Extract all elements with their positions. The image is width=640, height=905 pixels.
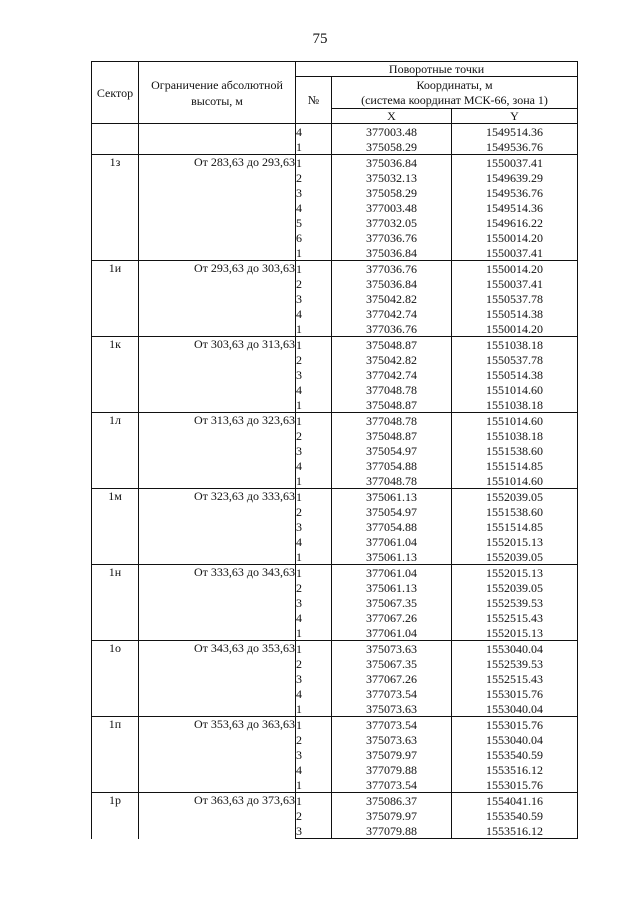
table-row <box>92 337 578 353</box>
y-coordinate-cell: 1552015.13 <box>452 565 578 581</box>
point-number-cell: 3 <box>296 595 332 610</box>
y-coordinate-cell: 1549616.22 <box>452 215 578 230</box>
x-coordinate-cell: 375048.87 <box>332 337 452 353</box>
point-number-cell: 3 <box>296 443 332 458</box>
point-number-cell: 1 <box>296 777 332 793</box>
y-coordinate-cell: 1551014.60 <box>452 413 578 429</box>
y-coordinate-cell: 1550037.41 <box>452 276 578 291</box>
point-number-cell: 2 <box>296 808 332 823</box>
point-number-cell: 1 <box>296 549 332 565</box>
y-coordinate-cell: 1551038.18 <box>452 397 578 413</box>
sector-cell: 1з <box>92 155 139 261</box>
x-coordinate-cell: 375079.97 <box>332 747 452 762</box>
sector-cell: 1л <box>92 413 139 489</box>
point-number-cell: 2 <box>296 276 332 291</box>
limit-cell <box>139 124 296 155</box>
y-coordinate-cell: 1551514.85 <box>452 458 578 473</box>
point-number-cell: 1 <box>296 155 332 171</box>
x-coordinate-cell: 375061.13 <box>332 549 452 565</box>
y-coordinate-cell: 1550014.20 <box>452 261 578 277</box>
sector-cell: 1м <box>92 489 139 565</box>
point-number-cell: 2 <box>296 428 332 443</box>
x-coordinate-cell: 375042.82 <box>332 352 452 367</box>
x-coordinate-cell: 377061.04 <box>332 534 452 549</box>
x-coordinate-cell: 375079.97 <box>332 808 452 823</box>
table-header <box>92 62 578 124</box>
y-coordinate-cell: 1553540.59 <box>452 747 578 762</box>
point-number-cell: 2 <box>296 580 332 595</box>
x-coordinate-cell: 377036.76 <box>332 261 452 277</box>
turning-points-header: Поворотные точки <box>296 62 578 77</box>
x-coordinate-cell: 377036.76 <box>332 321 452 337</box>
x-coordinate-cell: 375036.84 <box>332 155 452 171</box>
sector-cell: 1о <box>92 641 139 717</box>
limit-cell: От 323,63 до 333,63 <box>139 489 296 565</box>
x-coordinate-cell: 375067.35 <box>332 656 452 671</box>
y-coordinate-cell: 1550514.38 <box>452 367 578 382</box>
limit-cell: От 363,63 до 373,63 <box>139 793 296 839</box>
coordinates-header-line2: (система координат МСК-66, зона 1) <box>361 92 548 107</box>
y-coordinate-cell: 1552539.53 <box>452 656 578 671</box>
limit-cell: От 343,63 до 353,63 <box>139 641 296 717</box>
x-coordinate-cell: 375048.87 <box>332 428 452 443</box>
limit-cell: От 283,63 до 293,63 <box>139 155 296 261</box>
x-coordinate-cell: 375067.35 <box>332 595 452 610</box>
x-coordinate-cell: 375042.82 <box>332 291 452 306</box>
point-number-cell: 4 <box>296 382 332 397</box>
coordinates-header <box>332 77 578 109</box>
y-coordinate-cell: 1551014.60 <box>452 473 578 489</box>
limit-header: Ограничение абсолютной высоты, м <box>139 62 296 124</box>
y-coordinate-cell: 1554041.16 <box>452 793 578 809</box>
x-coordinate-cell: 377067.26 <box>332 671 452 686</box>
y-header: Y <box>452 109 578 124</box>
limit-cell: От 293,63 до 303,63 <box>139 261 296 337</box>
point-number-cell: 3 <box>296 367 332 382</box>
point-number-cell: 1 <box>296 397 332 413</box>
y-coordinate-cell: 1551038.18 <box>452 428 578 443</box>
y-coordinate-cell: 1553516.12 <box>452 823 578 839</box>
x-coordinate-cell: 377054.88 <box>332 458 452 473</box>
table-body <box>92 124 578 839</box>
point-number-cell: 2 <box>296 170 332 185</box>
point-number-cell: 4 <box>296 610 332 625</box>
y-coordinate-cell: 1553040.04 <box>452 641 578 657</box>
point-number-cell: 1 <box>296 489 332 505</box>
x-header: X <box>332 109 452 124</box>
y-coordinate-cell: 1552515.43 <box>452 610 578 625</box>
y-coordinate-cell: 1551038.18 <box>452 337 578 353</box>
point-number-cell: 3 <box>296 671 332 686</box>
point-number-cell: 1 <box>296 337 332 353</box>
point-number-cell: 3 <box>296 823 332 839</box>
point-number-cell: 1 <box>296 717 332 733</box>
y-coordinate-cell: 1553015.76 <box>452 717 578 733</box>
point-number-cell: 1 <box>296 139 332 155</box>
point-number-cell: 1 <box>296 625 332 641</box>
x-coordinate-cell: 377061.04 <box>332 565 452 581</box>
y-coordinate-cell: 1552539.53 <box>452 595 578 610</box>
x-coordinate-cell: 377048.78 <box>332 413 452 429</box>
limit-cell: От 353,63 до 363,63 <box>139 717 296 793</box>
sector-cell <box>92 124 139 155</box>
x-coordinate-cell: 377048.78 <box>332 473 452 489</box>
point-number-cell: 6 <box>296 230 332 245</box>
limit-cell: От 313,63 до 323,63 <box>139 413 296 489</box>
table-row <box>92 793 578 809</box>
x-coordinate-cell: 377079.88 <box>332 823 452 839</box>
y-coordinate-cell: 1552039.05 <box>452 489 578 505</box>
sector-header: Сектор <box>92 62 139 124</box>
x-coordinate-cell: 375086.37 <box>332 793 452 809</box>
point-number-cell: 1 <box>296 793 332 809</box>
y-coordinate-cell: 1550014.20 <box>452 321 578 337</box>
x-coordinate-cell: 375073.63 <box>332 701 452 717</box>
point-number-cell: 4 <box>296 686 332 701</box>
point-number-cell: 2 <box>296 732 332 747</box>
x-coordinate-cell: 375058.29 <box>332 139 452 155</box>
x-coordinate-cell: 375058.29 <box>332 185 452 200</box>
x-coordinate-cell: 375048.87 <box>332 397 452 413</box>
x-coordinate-cell: 377073.54 <box>332 777 452 793</box>
point-number-cell: 4 <box>296 124 332 140</box>
x-coordinate-cell: 377073.54 <box>332 686 452 701</box>
y-coordinate-cell: 1551014.60 <box>452 382 578 397</box>
y-coordinate-cell: 1550537.78 <box>452 291 578 306</box>
x-coordinate-cell: 377003.48 <box>332 200 452 215</box>
y-coordinate-cell: 1552039.05 <box>452 580 578 595</box>
table-row <box>92 489 578 505</box>
point-number-cell: 4 <box>296 200 332 215</box>
x-coordinate-cell: 375061.13 <box>332 489 452 505</box>
x-coordinate-cell: 375032.13 <box>332 170 452 185</box>
y-coordinate-cell: 1552015.13 <box>452 625 578 641</box>
x-coordinate-cell: 377036.76 <box>332 230 452 245</box>
y-coordinate-cell: 1549514.36 <box>452 124 578 140</box>
y-coordinate-cell: 1550537.78 <box>452 352 578 367</box>
y-coordinate-cell: 1551538.60 <box>452 443 578 458</box>
y-coordinate-cell: 1552015.13 <box>452 534 578 549</box>
point-number-cell: 3 <box>296 291 332 306</box>
x-coordinate-cell: 377042.74 <box>332 367 452 382</box>
sector-cell: 1п <box>92 717 139 793</box>
table-row <box>92 413 578 429</box>
x-coordinate-cell: 375036.84 <box>332 245 452 261</box>
table-row <box>92 261 578 277</box>
y-coordinate-cell: 1553516.12 <box>452 762 578 777</box>
sector-cell: 1к <box>92 337 139 413</box>
point-number-cell: 1 <box>296 321 332 337</box>
y-coordinate-cell: 1551538.60 <box>452 504 578 519</box>
y-coordinate-cell: 1553040.04 <box>452 701 578 717</box>
sector-cell: 1н <box>92 565 139 641</box>
point-number-cell: 1 <box>296 261 332 277</box>
coordinates-table <box>91 61 578 839</box>
y-coordinate-cell: 1550014.20 <box>452 230 578 245</box>
point-number-cell: 4 <box>296 534 332 549</box>
y-coordinate-cell: 1550037.41 <box>452 155 578 171</box>
x-coordinate-cell: 375073.63 <box>332 641 452 657</box>
y-coordinate-cell: 1552039.05 <box>452 549 578 565</box>
limit-cell: От 333,63 до 343,63 <box>139 565 296 641</box>
point-number-cell: 1 <box>296 641 332 657</box>
y-coordinate-cell: 1553040.04 <box>452 732 578 747</box>
point-number-cell: 2 <box>296 504 332 519</box>
x-coordinate-cell: 377032.05 <box>332 215 452 230</box>
point-number-cell: 2 <box>296 352 332 367</box>
x-coordinate-cell: 377003.48 <box>332 124 452 140</box>
y-coordinate-cell: 1549536.76 <box>452 139 578 155</box>
y-coordinate-cell: 1551514.85 <box>452 519 578 534</box>
x-coordinate-cell: 375073.63 <box>332 732 452 747</box>
x-coordinate-cell: 377061.04 <box>332 625 452 641</box>
y-coordinate-cell: 1552515.43 <box>452 671 578 686</box>
point-number-cell: 1 <box>296 701 332 717</box>
table-row <box>92 124 578 140</box>
point-number-cell: 1 <box>296 473 332 489</box>
point-number-cell: 2 <box>296 656 332 671</box>
point-number-cell: 5 <box>296 215 332 230</box>
point-number-cell: 1 <box>296 245 332 261</box>
point-number-cell: 4 <box>296 306 332 321</box>
table-row <box>92 717 578 733</box>
x-coordinate-cell: 377054.88 <box>332 519 452 534</box>
x-coordinate-cell: 375036.84 <box>332 276 452 291</box>
table-row <box>92 565 578 581</box>
x-coordinate-cell: 375054.97 <box>332 443 452 458</box>
sector-cell: 1р <box>92 793 139 839</box>
limit-cell: От 303,63 до 313,63 <box>139 337 296 413</box>
x-coordinate-cell: 377048.78 <box>332 382 452 397</box>
y-coordinate-cell: 1549639.29 <box>452 170 578 185</box>
sector-cell: 1и <box>92 261 139 337</box>
point-number-cell: 4 <box>296 458 332 473</box>
table-row <box>92 155 578 171</box>
number-header: № <box>296 77 332 124</box>
y-coordinate-cell: 1550514.38 <box>452 306 578 321</box>
point-number-cell: 1 <box>296 565 332 581</box>
x-coordinate-cell: 375061.13 <box>332 580 452 595</box>
x-coordinate-cell: 377042.74 <box>332 306 452 321</box>
x-coordinate-cell: 377073.54 <box>332 717 452 733</box>
x-coordinate-cell: 377067.26 <box>332 610 452 625</box>
y-coordinate-cell: 1553540.59 <box>452 808 578 823</box>
y-coordinate-cell: 1553015.76 <box>452 686 578 701</box>
y-coordinate-cell: 1549514.36 <box>452 200 578 215</box>
page-number: 75 <box>312 31 328 47</box>
point-number-cell: 4 <box>296 762 332 777</box>
y-coordinate-cell: 1553015.76 <box>452 777 578 793</box>
point-number-cell: 3 <box>296 185 332 200</box>
y-coordinate-cell: 1550037.41 <box>452 245 578 261</box>
point-number-cell: 3 <box>296 519 332 534</box>
point-number-cell: 1 <box>296 413 332 429</box>
x-coordinate-cell: 375054.97 <box>332 504 452 519</box>
x-coordinate-cell: 377079.88 <box>332 762 452 777</box>
y-coordinate-cell: 1549536.76 <box>452 185 578 200</box>
table-row <box>92 641 578 657</box>
coordinates-header-line1: Координаты, м <box>416 77 493 92</box>
point-number-cell: 3 <box>296 747 332 762</box>
